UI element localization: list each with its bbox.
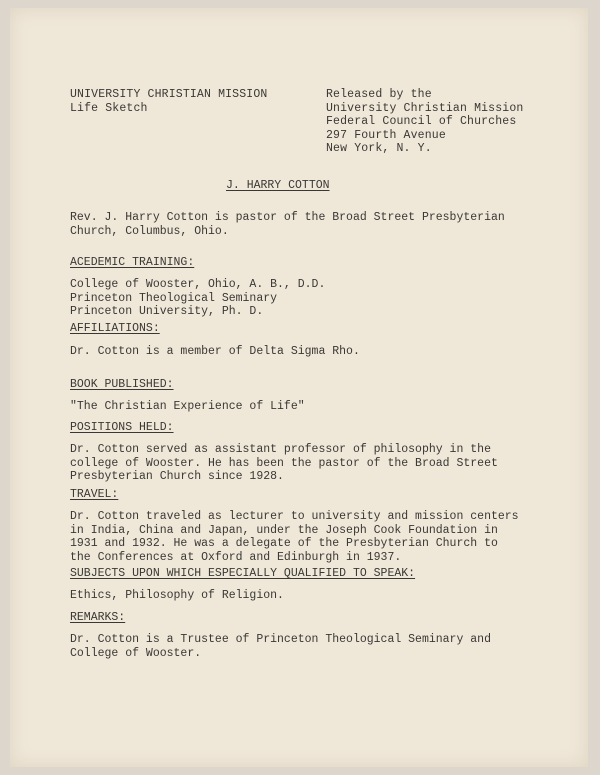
travel-paragraph xyxy=(70,510,519,564)
remarks-line: Dr. Cotton is a Trustee of Princeton Theological Seminary and xyxy=(70,633,491,646)
intro-line: Church, Columbus, Ohio. xyxy=(70,224,229,238)
academic-list xyxy=(70,278,325,319)
travel-line: Dr. Cotton traveled as lecturer to university and mission centers xyxy=(70,510,519,523)
remarks-paragraph xyxy=(70,633,491,660)
academic-item: Princeton University, Ph. D. xyxy=(70,305,264,318)
release-line-1: Released by the xyxy=(326,88,432,101)
academic-item: Princeton Theological Seminary xyxy=(70,291,278,305)
travel-heading: TRAVEL: xyxy=(70,488,119,501)
travel-line: 1931 and 1932. He was a delegate of the Presbyterian Church to xyxy=(70,537,498,550)
academic-item: College of Wooster, Ohio, A. B., D.D. xyxy=(70,278,326,291)
affiliations-heading: AFFILIATIONS: xyxy=(70,322,160,335)
subjects-text: Ethics, Philosophy of Religion. xyxy=(70,589,284,602)
remarks-heading: REMARKS: xyxy=(70,611,126,624)
remarks-line: College of Wooster. xyxy=(70,646,202,660)
header-doc-type: Life Sketch xyxy=(70,101,148,115)
intro-paragraph xyxy=(70,211,505,238)
positions-heading: POSITIONS HELD: xyxy=(70,421,174,434)
travel-line: the Conferences at Oxford and Edinburgh in 1937. xyxy=(70,550,402,564)
header-org: UNIVERSITY CHRISTIAN MISSION xyxy=(70,88,268,101)
academic-heading: ACEDEMIC TRAINING: xyxy=(70,256,195,269)
positions-paragraph xyxy=(70,443,498,484)
subjects-heading: SUBJECTS UPON WHICH ESPECIALLY QUALIFIED TO SPEAK: xyxy=(70,567,416,580)
positions-line: Presbyterian Church since 1928. xyxy=(70,470,284,483)
header-right xyxy=(326,88,523,156)
intro-line: Rev. J. Harry Cotton is pastor of the Broad Street Presbyterian xyxy=(70,211,505,224)
page-title: J. HARRY COTTON xyxy=(226,179,330,192)
positions-line: Dr. Cotton served as assistant professor of philosophy in the xyxy=(70,443,491,456)
header-left xyxy=(70,88,267,115)
book-title: "The Christian Experience of Life" xyxy=(70,400,305,413)
release-line-2: University Christian Mission xyxy=(326,101,524,115)
release-line-5: New York, N. Y. xyxy=(326,142,432,155)
book-heading: BOOK PUBLISHED: xyxy=(70,378,174,391)
affiliations-text: Dr. Cotton is a member of Delta Sigma Rho. xyxy=(70,345,360,358)
release-line-4: 297 Fourth Avenue xyxy=(326,128,446,142)
release-line-3: Federal Council of Churches xyxy=(326,115,517,128)
positions-line: college of Wooster. He has been the pastor of the Broad Street xyxy=(70,456,498,470)
travel-line: in India, China and Japan, under the Joseph Cook Foundation in xyxy=(70,523,498,537)
